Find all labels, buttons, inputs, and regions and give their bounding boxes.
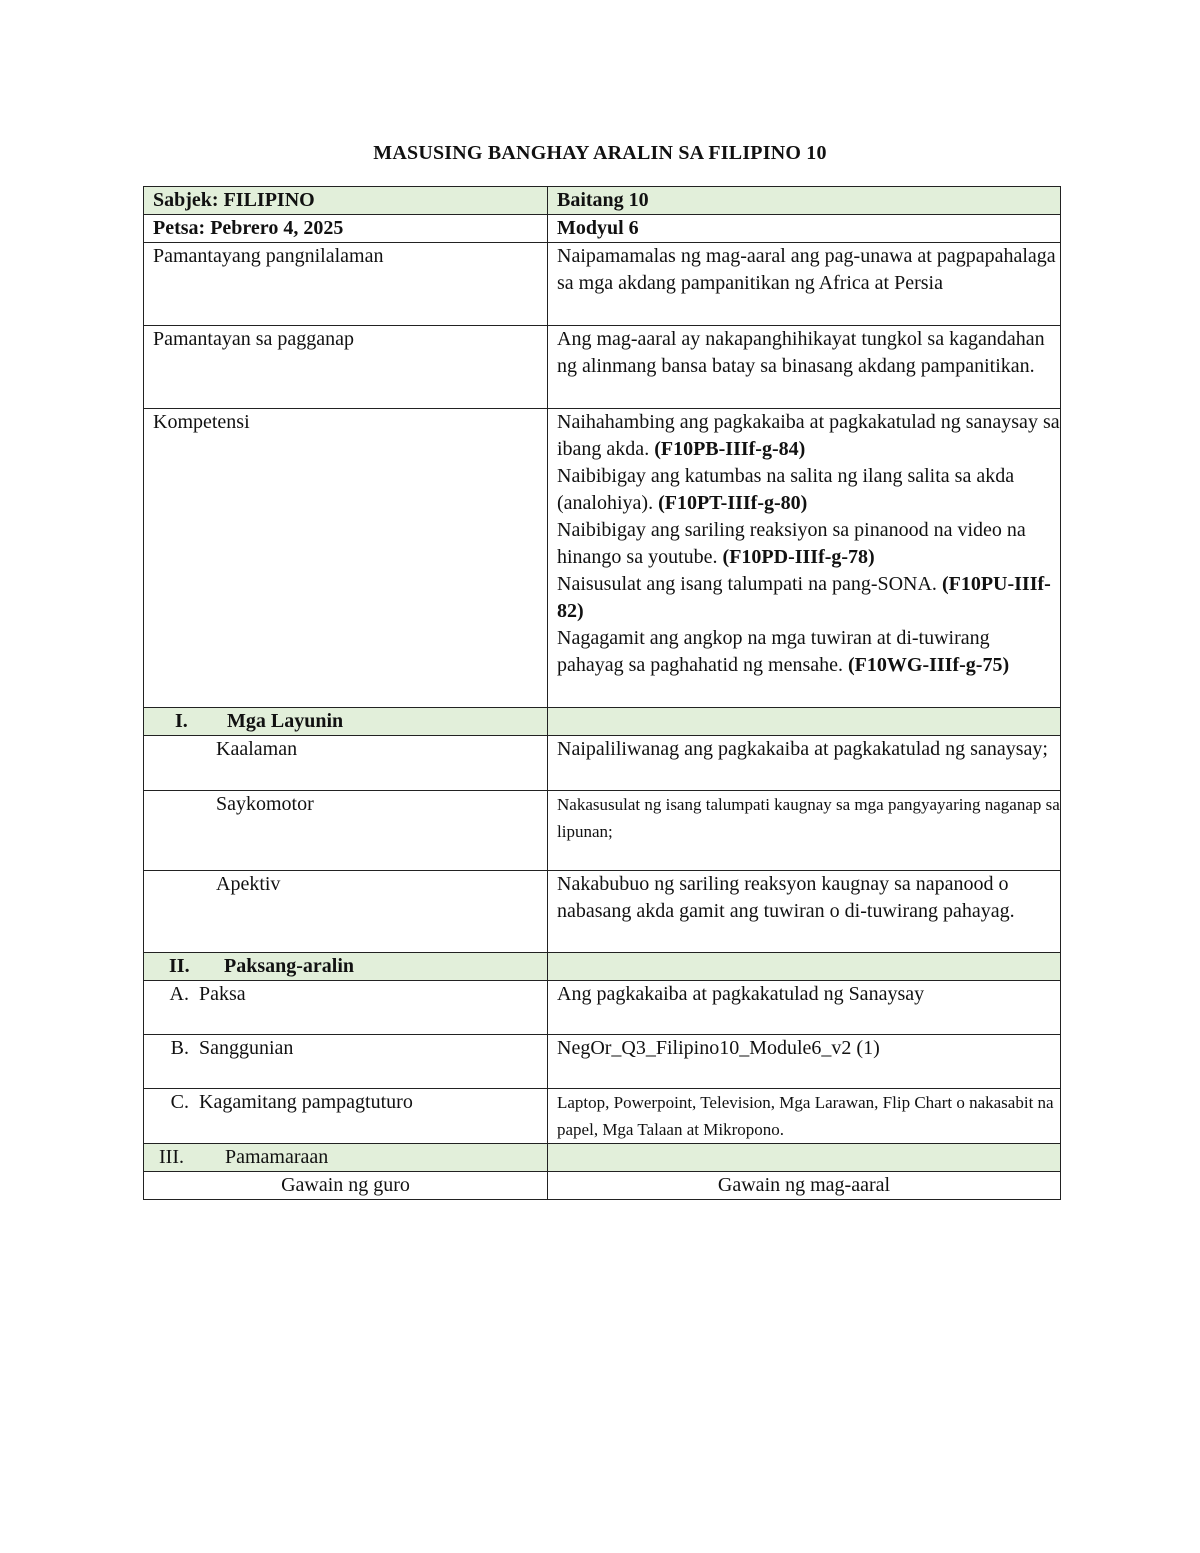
competency-code: (F10PU-IIIf-82) [557,573,1051,622]
materials-label: C. Kagamitang pampagtuturo [144,1089,548,1144]
table-row [144,981,1061,1035]
teacher-activity-header: Gawain ng guro [144,1172,548,1200]
competency-code: (F10PT-IIIf-g-80) [658,492,808,514]
knowledge-label: Kaalaman [144,736,548,791]
reference-value: NegOr_Q3_Filipino10_Module6_v2 (1) [548,1035,1061,1089]
competency-label: Kompetensi [144,409,548,708]
table-row [144,736,1061,791]
competency-item: Naihahambing ang pagkakaiba at pagkakatulad ng sanaysay sa ibang akda. (F10PB-IIIf-g-84) [557,411,1060,460]
table-row [144,326,1061,409]
competency-code: (F10WG-IIIf-g-75) [848,654,1010,676]
table-row [144,215,1061,243]
psychomotor-value: Nakasusulat ng isang talumpati kaugnay sa mga pangyayaring naganap sa lipunan; [548,791,1061,871]
table-row [144,791,1061,871]
table-row [144,243,1061,326]
student-activity-header: Gawain ng mag-aaral [548,1172,1061,1200]
materials-value: Laptop, Powerpoint, Television, Mga Larawan, Flip Chart o nakasabit na papel, Mga Talaan at Mikropono. [548,1089,1061,1144]
grade-cell: Baitang 10 [548,187,1061,215]
table-row [144,1144,1061,1172]
table-row [144,409,1061,708]
date-cell: Petsa: Pebrero 4, 2025 [144,215,548,243]
competency-item: Nagagamit ang angkop na mga tuwiran at di-tuwirang pahayag sa paghahatid ng mensahe. (F10WG-IIIf-g-75) [557,627,1010,676]
table-row [144,1089,1061,1144]
section-heading-procedure: III. Pamamaraan [144,1144,548,1172]
knowledge-value: Naipaliliwanag ang pagkakaiba at pagkakatulad ng sanaysay; [548,736,1061,791]
content-standard-value: Naipamamalas ng mag-aaral ang pag-unawa at pagpapahalaga sa mga akdang pampanitikan ng Africa at Persia [548,243,1061,326]
topic-value: Ang pagkakaiba at pagkakatulad ng Sanaysay [548,981,1061,1035]
competency-item: Naibibigay ang katumbas na salita ng ilang salita sa akda (analohiya). (F10PT-IIIf-g-80) [557,465,1015,514]
competency-code: (F10PD-IIIf-g-78) [722,546,875,568]
performance-standard-value: Ang mag-aaral ay nakapanghihikayat tungkol sa kagandahan ng alinmang bansa batay sa binasang akdang pampanitikan. [548,326,1061,409]
reference-label: B. Sanggunian [144,1035,548,1089]
section-heading-objectives: I. Mga Layunin [144,708,548,736]
section-heading-subject-matter: II. Paksang-aralin [144,953,548,981]
content-standard-label: Pamantayang pangnilalaman [144,243,548,326]
topic-label: A. Paksa [144,981,548,1035]
competency-code: (F10PB-IIIf-g-84) [654,438,806,460]
table-row [144,1035,1061,1089]
affective-value: Nakabubuo ng sariling reaksyon kaugnay sa napanood o nabasang akda gamit ang tuwiran o di-tuwirang pahayag. [548,871,1061,953]
performance-standard-label: Pamantayan sa pagganap [144,326,548,409]
document-title: MASUSING BANGHAY ARALIN SA FILIPINO 10 [373,142,827,164]
competency-item: Naisusulat ang isang talumpati na pang-SONA. (F10PU-IIIf-82) [557,573,1051,622]
psychomotor-label: Saykomotor [144,791,548,871]
table-row [144,953,1061,981]
lesson-plan-table [143,186,1061,1200]
competency-item: Naibibigay ang sariling reaksiyon sa pinanood na video na hinango sa youtube. (F10PD-IIIf-g-78) [557,519,1026,568]
affective-label: Apektiv [144,871,548,953]
table-row [144,871,1061,953]
table-row [144,1172,1061,1200]
subject-cell: Sabjek: FILIPINO [144,187,548,215]
competency-list [548,409,1061,708]
table-row [144,187,1061,215]
table-row [144,708,1061,736]
module-cell: Modyul 6 [548,215,1061,243]
